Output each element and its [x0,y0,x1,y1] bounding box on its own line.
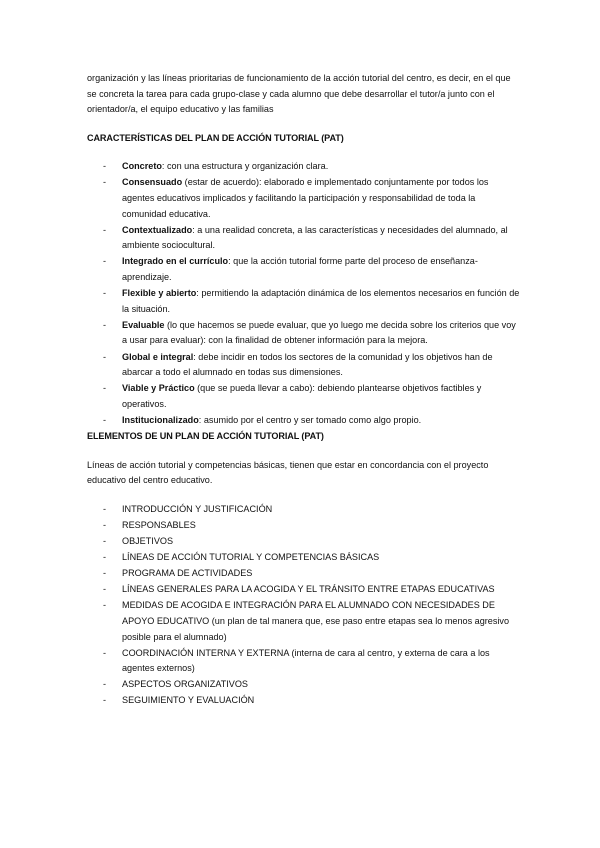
elementos-paragraph: Líneas de acción tutorial y competencias básicas, tienen que estar en concordancia con el proyecto educativo del centro educativo. [87,459,489,486]
list-item [87,381,520,412]
item-term: Consensuado [122,177,183,188]
item-term: Viable y Práctico [122,383,195,394]
list-item [87,413,520,429]
item-term: Institucionalizado [122,414,199,425]
item-text: (lo que hacemos se puede evaluar, que yo luego me decida sobre los criterios que voy a usar para evaluar): con la finalidad de obtener información para la mejora. [122,319,516,346]
section-heading-caracteristicas: CARACTERÍSTICAS DEL PLAN DE ACCIÓN TUTORIAL (PAT) [87,132,344,143]
item-text: : a una realidad concreta, a las características y necesidades del alumnado, al ambiente sociocultural. [122,224,508,251]
list-item: - PROGRAMA DE ACTIVIDADES [87,566,520,582]
list-item: - LÍNEAS DE ACCIÓN TUTORIAL Y COMPETENCIAS BÁSICAS [87,550,520,566]
intro-paragraph: organización y las líneas prioritarias de funcionamiento de la acción tutorial del centro, es decir, en el que se concreta la tarea para cada grupo-clase y cada alumno que debe desarrollar el tutor/a junto con el orientador/a, el equipo educativo y las familias [87,73,511,115]
item-term: Integrado en el currículo [122,256,229,267]
list-item [87,254,520,285]
list-item [87,350,520,381]
list-item [87,159,520,175]
item-text: (que se pueda llevar a cabo): debiendo plantearse objetivos factibles y operativos. [122,383,482,409]
list-item: - RESPONSABLES [87,518,520,534]
item-term: Flexible y abierto [122,288,197,299]
item-text: : debe incidir en todos los sectores de la comunidad y los objetivos han de abarcar a todo el alumnado en todas sus dimensiones. [122,351,493,378]
item-text: : con una estructura y organización clara. [161,161,329,172]
list-item: - COORDINACIÓN INTERNA Y EXTERNA (interna de cara al centro, y externa de cara a los agentes externos) [87,646,520,677]
list-item: - INTRODUCCIÓN Y JUSTIFICACIÓN [87,502,520,518]
list-item [87,318,520,349]
list-item: - OBJETIVOS [87,534,520,550]
item-term: Global e integral [122,351,194,362]
item-term: Evaluable [122,319,165,330]
item-term: Concreto [122,161,162,172]
item-text: (estar de acuerdo): elaborado e implementado conjuntamente por todos los agentes educativos implicados y facilitando la participación y responsabilidad de toda la comunidad educativa. [122,177,489,219]
list-item: - MEDIDAS DE ACOGIDA E INTEGRACIÓN PARA EL ALUMNADO CON NECESIDADES DE APOYO EDUCATIVO (un plan de tal manera que, ese paso entre etapas sea lo menos agresivo posible para el alumnado) [87,598,520,645]
item-text: : asumido por el centro y ser tomado como algo propio. [198,414,422,425]
elementos-list [87,502,520,709]
list-item: - SEGUIMIENTO Y EVALUACIÓN [87,693,520,709]
caracteristicas-list [87,159,520,428]
list-item: - ASPECTOS ORGANIZATIVOS [87,677,520,693]
list-item [87,175,520,222]
list-item [87,286,520,317]
section-heading-elementos: ELEMENTOS DE UN PLAN DE ACCIÓN TUTORIAL (PAT) [87,430,324,441]
list-item: - LÍNEAS GENERALES PARA LA ACOGIDA Y EL TRÁNSITO ENTRE ETAPAS EDUCATIVAS [87,582,520,598]
item-term: Contextualizado [122,224,193,235]
item-text: : que la acción tutorial forme parte del proceso de enseñanza-aprendizaje. [122,256,478,283]
list-item [87,223,520,254]
item-text: : permitiendo la adaptación dinámica de los elementos necesarios en función de la situación. [122,288,520,314]
